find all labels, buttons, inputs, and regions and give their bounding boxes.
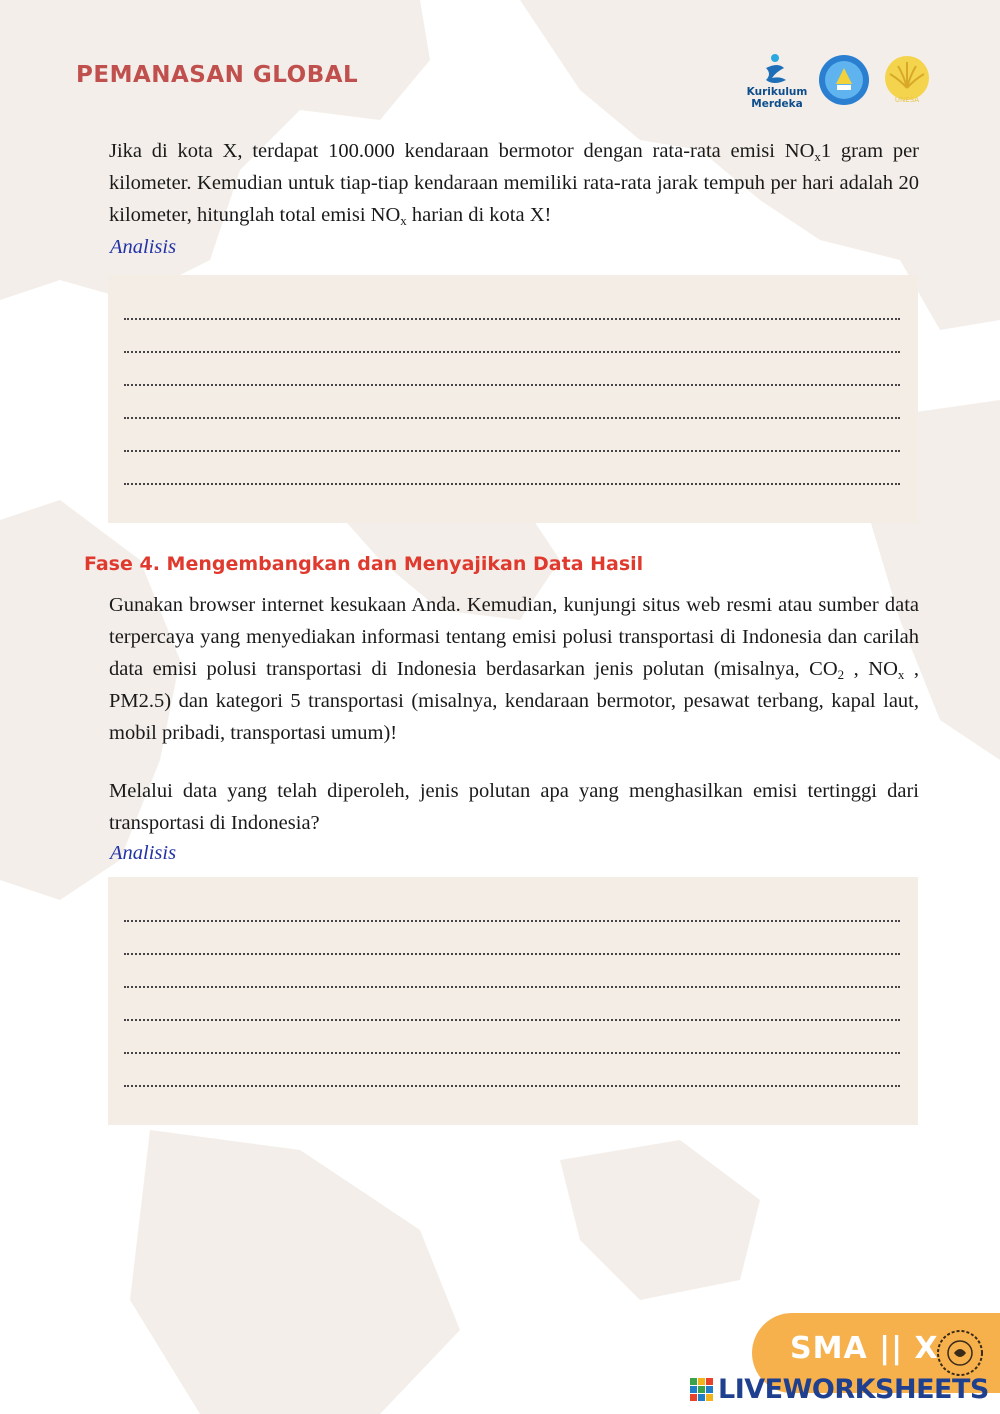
header-logos [742, 52, 942, 114]
grade-badge-text: SMA || X [790, 1331, 939, 1366]
liveworksheets-logo-icon [690, 1378, 714, 1402]
answer-line[interactable] [124, 460, 900, 493]
phase-heading: Fase 4. Mengembangkan dan Menyajikan Data Hasil [84, 553, 644, 575]
answer-line[interactable] [124, 361, 900, 394]
answer-line[interactable] [124, 394, 900, 427]
answer-line[interactable] [124, 1029, 900, 1062]
answer-line[interactable] [124, 427, 900, 460]
school-emblem-icon [934, 1327, 986, 1379]
analysis-label-2: Analisis [110, 842, 177, 864]
kurikulum-merdeka-text: Kurikulum Merdeka [746, 86, 808, 110]
liveworksheets-text: LIVEWORKSHEETS [718, 1374, 989, 1405]
page-title: PEMANASAN GLOBAL [76, 62, 359, 88]
answer-line[interactable] [124, 996, 900, 1029]
answer-line[interactable] [124, 930, 900, 963]
question-2-text: Melalui data yang telah diperoleh, jenis polutan apa yang menghasilkan emisi tertinggi dari transportasi di Indonesia? [109, 780, 919, 834]
answer-box-2[interactable] [108, 877, 918, 1125]
answer-line[interactable] [124, 963, 900, 996]
answer-line[interactable] [124, 897, 900, 930]
analysis-label-1: Analisis [110, 236, 177, 258]
answer-box-1[interactable] [108, 275, 918, 523]
answer-line[interactable] [124, 328, 900, 361]
question-1-text: Jika di kota X, terdapat 100.000 kendaraan bermotor dengan rata-rata emisi $NO_x1$ gram per kilometer. Kemudian untuk tiap-tiap kendaraan memiliki rata-rata jarak tempuh per hari adalah 20 kilometer, hitunglah total emisi $NO_x$ harian di kota X! [109, 140, 920, 228]
answer-line[interactable] [124, 295, 900, 328]
phase-instruction-text: Gunakan browser internet kesukaan Anda. Kemudian, kunjungi situs web resmi atau sumber data terpercaya yang menyediakan informasi tentang emisi polusi transportasi di Indonesia dan carilah data emisi polusi transportasi di Indonesia berdasarkan jenis polutan (misalnya, $CO_2$ , $NO_x$ , PM2.5) dan kategori 5 transportasi (misalnya, kendaraan bermotor, pesawat terbang, kapal laut, mobil pribadi, transportasi umum)! [109, 594, 919, 744]
answer-line[interactable] [124, 1062, 900, 1095]
unesa-text: UNESA [894, 96, 920, 104]
tut-wuri-handayani-seal [818, 54, 870, 106]
